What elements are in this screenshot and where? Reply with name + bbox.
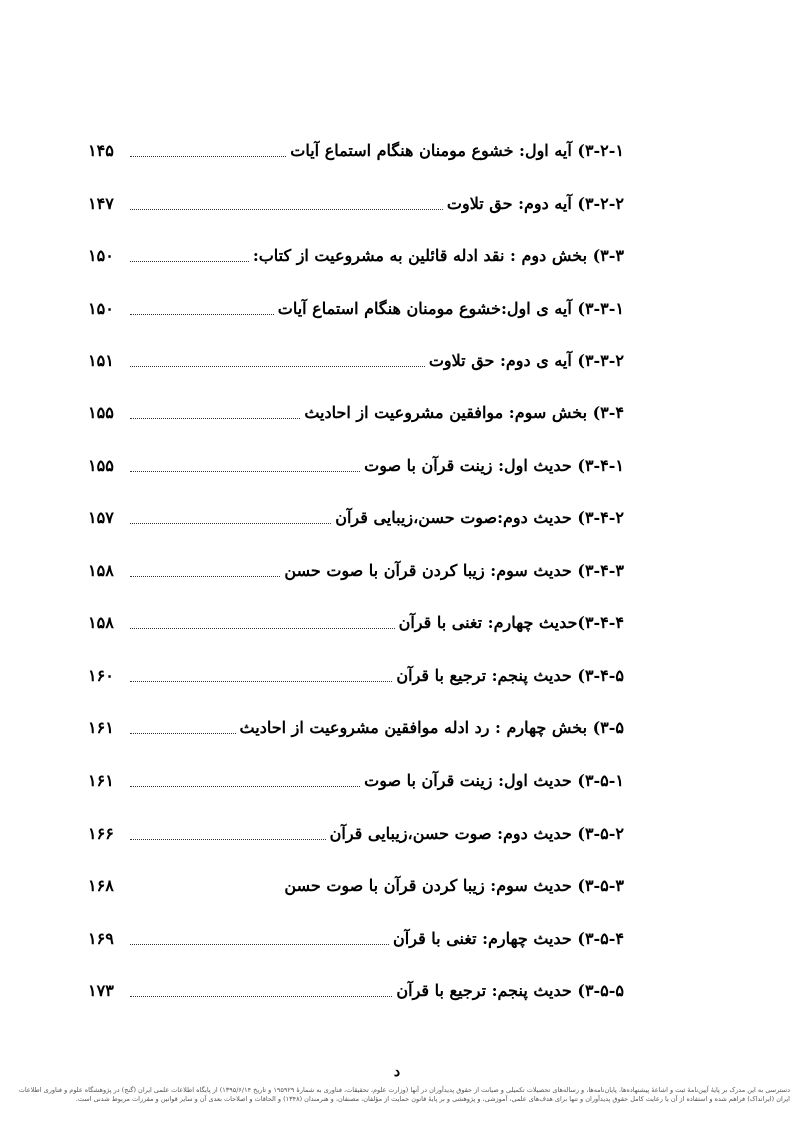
toc-entry-title: ۳-۴-۴)حدیث چهارم: تغنی با قرآن [398,613,624,632]
toc-entry-title: ۳-۵-۳) حدیث سوم: زیبا کردن قرآن با صوت حسن [284,876,624,895]
toc-dot-leader [130,733,236,734]
toc-entry-page: ۱۴۷ [88,194,114,213]
toc-dot-leader [130,628,395,629]
toc-entry-page: ۱۵۰ [88,299,114,318]
toc-dot-leader [130,209,443,210]
toc-entry [88,132,624,162]
toc-entry-page: ۱۵۵ [88,456,114,475]
toc-entry-page: ۱۵۷ [88,508,114,527]
toc-entry [88,709,624,739]
toc-dot-leader [130,681,392,682]
toc-entry-page: ۱۶۰ [88,666,114,685]
toc-dot-leader [130,839,326,840]
toc-entry-page: ۱۵۸ [88,613,114,632]
toc-entry-page: ۱۵۸ [88,561,114,580]
toc-entry-page: ۱۶۱ [88,771,114,790]
toc-dot-leader [130,418,300,419]
toc-dot-leader [130,261,249,262]
toc-entry-page: ۱۶۹ [88,929,114,948]
toc-entry [88,185,624,215]
toc-entry-page: ۱۵۰ [88,246,114,265]
toc-dot-leader [130,944,389,945]
toc-entry-title: ۳-۵) بخش چهارم : رد ادله موافقین مشروعیت از احادیث [239,718,624,737]
toc-entry-page: ۱۵۵ [88,403,114,422]
toc-entry-title: ۳-۴-۲) حدیث دوم:صوت حسن،زیبایی قرآن [335,508,624,527]
toc-entry-page: ۱۵۱ [88,351,114,370]
toc-entry [88,290,624,320]
page-number: د [393,1064,401,1080]
toc-entry-title: ۳-۲-۲) آیه دوم: حق تلاوت [446,194,624,213]
toc-entry [88,815,624,845]
toc-entry-title: ۳-۳) بخش دوم : نقد ادله قائلین به مشروعیت از کتاب: [252,246,624,265]
toc-entry-title: ۳-۵-۵) حدیث پنجم: ترجیع با قرآن [396,981,624,1000]
toc-entry-page: ۱۴۵ [88,141,114,160]
toc-entry [88,972,624,1002]
toc-dot-leader [130,996,392,997]
toc-dot-leader [130,786,360,787]
toc-entry [88,867,624,897]
toc-entry [88,394,624,424]
toc-entry-page: ۱۶۶ [88,824,114,843]
toc-entry [88,237,624,267]
toc-entry-page: ۱۶۸ [88,876,114,895]
toc-dot-leader [130,314,274,315]
toc-entry-title: ۳-۴-۳) حدیث سوم: زیبا کردن قرآن با صوت حسن [284,561,624,580]
toc-entry [88,920,624,950]
toc-entry [88,762,624,792]
toc-entry-title: ۳-۴) بخش سوم: موافقین مشروعیت از احادیث [304,403,624,422]
toc-entry-title: ۳-۵-۱) حدیث اول: زینت قرآن با صوت [364,771,624,790]
toc-dot-leader [130,366,425,367]
toc-entry-page: ۱۷۳ [88,981,114,1000]
toc-entry [88,447,624,477]
toc-dot-leader [130,523,331,524]
toc-entry [88,552,624,582]
toc-entry-title: ۳-۴-۵) حدیث پنجم: ترجیع با قرآن [396,666,624,685]
toc-entry-title: ۳-۳-۲) آیه ی دوم: حق تلاوت [428,351,624,370]
toc-entry [88,604,624,634]
toc-entry [88,499,624,529]
toc-dot-leader [130,576,280,577]
toc-entry-title: ۳-۴-۱) حدیث اول: زینت قرآن با صوت [364,456,624,475]
toc-entry-title: ۳-۵-۴) حدیث چهارم: تغنی با قرآن [393,929,624,948]
toc-entry-title: ۳-۳-۱) آیه ی اول:خشوع مومنان هنگام استماع آیات [277,299,624,318]
footer-note: دسترسی به این مدرک بر پایهٔ آیین‌نامهٔ ثبت و اشاعهٔ پیشنهاده‌ها، پایان‌نامه‌ها، و رساله‌های تحصیلات تکمیلی و صیانت از حقوق پدیدآوران در آنها (وزارت علوم، تحقیقات، فناوری به شمارهٔ ۱۹۵۹۲۹ و تاریخ ۱۳۹۵/۶/۱۴) از پایگاه اطلاعات علمی ایران (گنج) در پژوهشگاه علوم و فناوری اطلاعات ایران (ایرانداک) فراهم شده و استفاده از آن با رعایت کامل حقوق پدیدآوران و تنها برای هدف‌های علمی، آموزشی، و پژوهشی و بر پایهٔ قانون حمایت از مؤلفان، مصنفان، و هنرمندان (۱۳۴۸) و الحاقات و اصلاحات بعدی آن و سایر قوانین و مقررات مربوط شدنی است. [18,1086,790,1103]
toc-entry-title: ۳-۲-۱) آیه اول: خشوع مومنان هنگام استماع آیات [290,141,624,160]
toc-entry-page: ۱۶۱ [88,718,114,737]
toc-entry [88,657,624,687]
toc-dot-leader [130,156,286,157]
toc-entry-title: ۳-۵-۲) حدیث دوم: صوت حسن،زیبایی قرآن [329,824,624,843]
toc-dot-leader [130,471,360,472]
toc-entry [88,342,624,372]
